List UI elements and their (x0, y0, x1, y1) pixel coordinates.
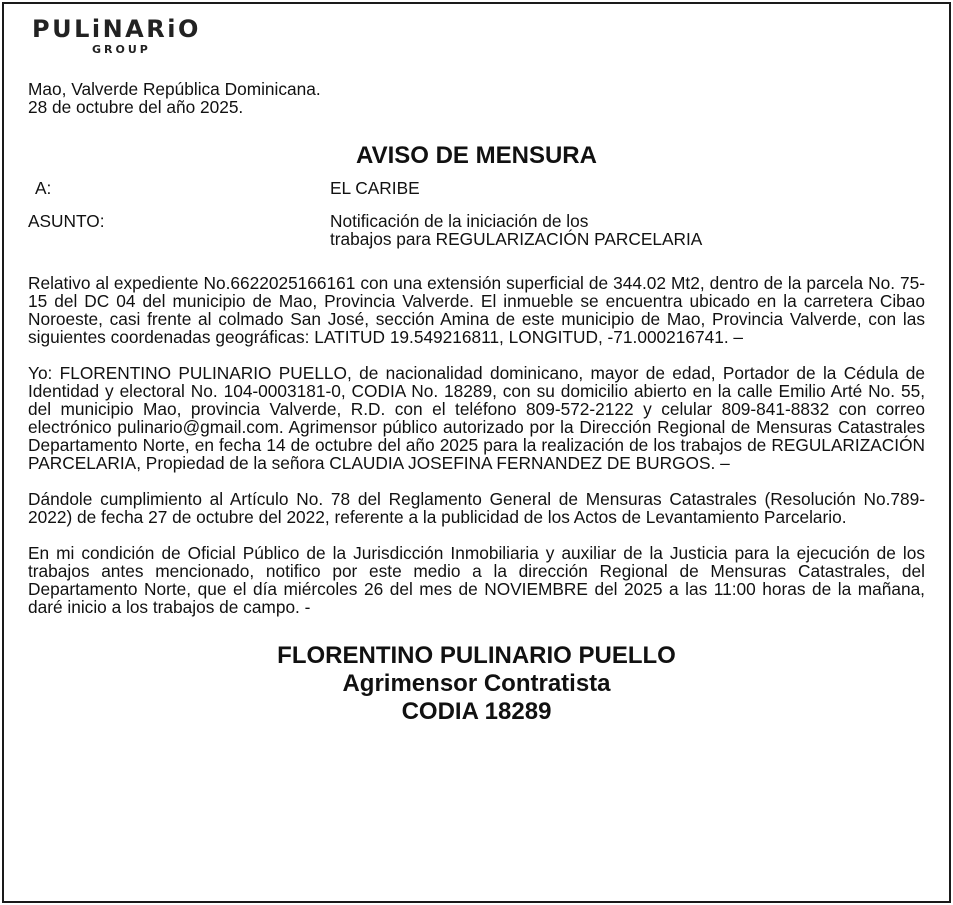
paragraph-property: Relativo al expediente No.6622025166161 con una extensión superficial de 344.02 Mt2, dentro de la parcela No. 75-15 del DC 04 del municipio de Mao, Provincia Valverde. El inmueble se encuentra ubicado en la carretera Cibao Noroeste, casi frente al colmado San José, sección Amina de este municipio de Mao, Provincia Valverde, con las siguientes coordenadas geográficas: LATITUD 19.549216811, LONGITUD, -71.000216741. – (28, 273, 925, 347)
paragraph-regulation: Dándole cumplimiento al Artículo No. 78 del Reglamento General de Mensuras Catastrales (Resolución No.789-2022) de fecha 27 de octubre del 2022, referente a la publicidad de los Actos de Levantamiento Parcelario. (28, 489, 925, 527)
subject-line-2: trabajos para REGULARIZACIÓN PARCELARIA (330, 229, 703, 249)
recipient-value: EL CARIBE (330, 178, 420, 198)
logo-wordmark: PULiNARiO (32, 15, 201, 43)
place-date-block (28, 80, 925, 116)
signature-block (28, 642, 925, 726)
signature-role: Agrimensor Contratista (342, 670, 611, 697)
paragraph-notification: En mi condición de Oficial Público de la Jurisdicción Inmobiliaria y auxiliar de la Justicia para la ejecución de los trabajos antes mencionado, notifico por este medio a la dirección Regional de Mensuras Catastrales, del Departamento Norte, que el día miércoles 26 del mes de NOVIEMBRE del 2025 a las 11:00 horas de la mañana, daré inicio a los trabajos de campo. - (28, 543, 925, 617)
notice-title: AVISO DE MENSURA (356, 142, 597, 169)
signature-name: FLORENTINO PULINARIO PUELLO (277, 642, 676, 669)
logo-subtitle: GROUP (92, 43, 151, 56)
paragraph-surveyor: Yo: FLORENTINO PULINARIO PUELLO, de nacionalidad dominicano, mayor de edad, Portador de la Cédula de Identidad y electoral No. 104-0003181-0, CODIA No. 18289, con su domicilio abierto en la calle Emilio Arté No. 55, del municipio Mao, provincia Valverde, R.D. con el teléfono 809-572-2122 y celular 809-841-8832 con correo electrónico pulinario@gmail.com. Agrimensor público autorizado por la Dirección Regional de Mensuras Catastrales Departamento Norte, en fecha 14 de octubre del año 2025 para la realización de los trabajos de REGULARIZACIÓN PARCELARIA, Propiedad de la señora CLAUDIA JOSEFINA FERNANDEZ DE BURGOS. – (28, 363, 925, 473)
subject-label: ASUNTO: (28, 211, 105, 231)
subject-value (330, 212, 925, 248)
notice-document (28, 15, 925, 726)
place-line: Mao, Valverde República Dominicana. (28, 79, 321, 99)
recipient-label: A: (35, 178, 52, 198)
subject-row (28, 212, 925, 248)
notice-frame (2, 2, 951, 903)
company-logo (28, 15, 925, 60)
date-line: 28 de octubre del año 2025. (28, 97, 244, 117)
signature-codia: CODIA 18289 (401, 698, 552, 725)
subject-line-1: Notificación de la iniciación de los (330, 211, 589, 231)
recipient-row (28, 179, 925, 197)
